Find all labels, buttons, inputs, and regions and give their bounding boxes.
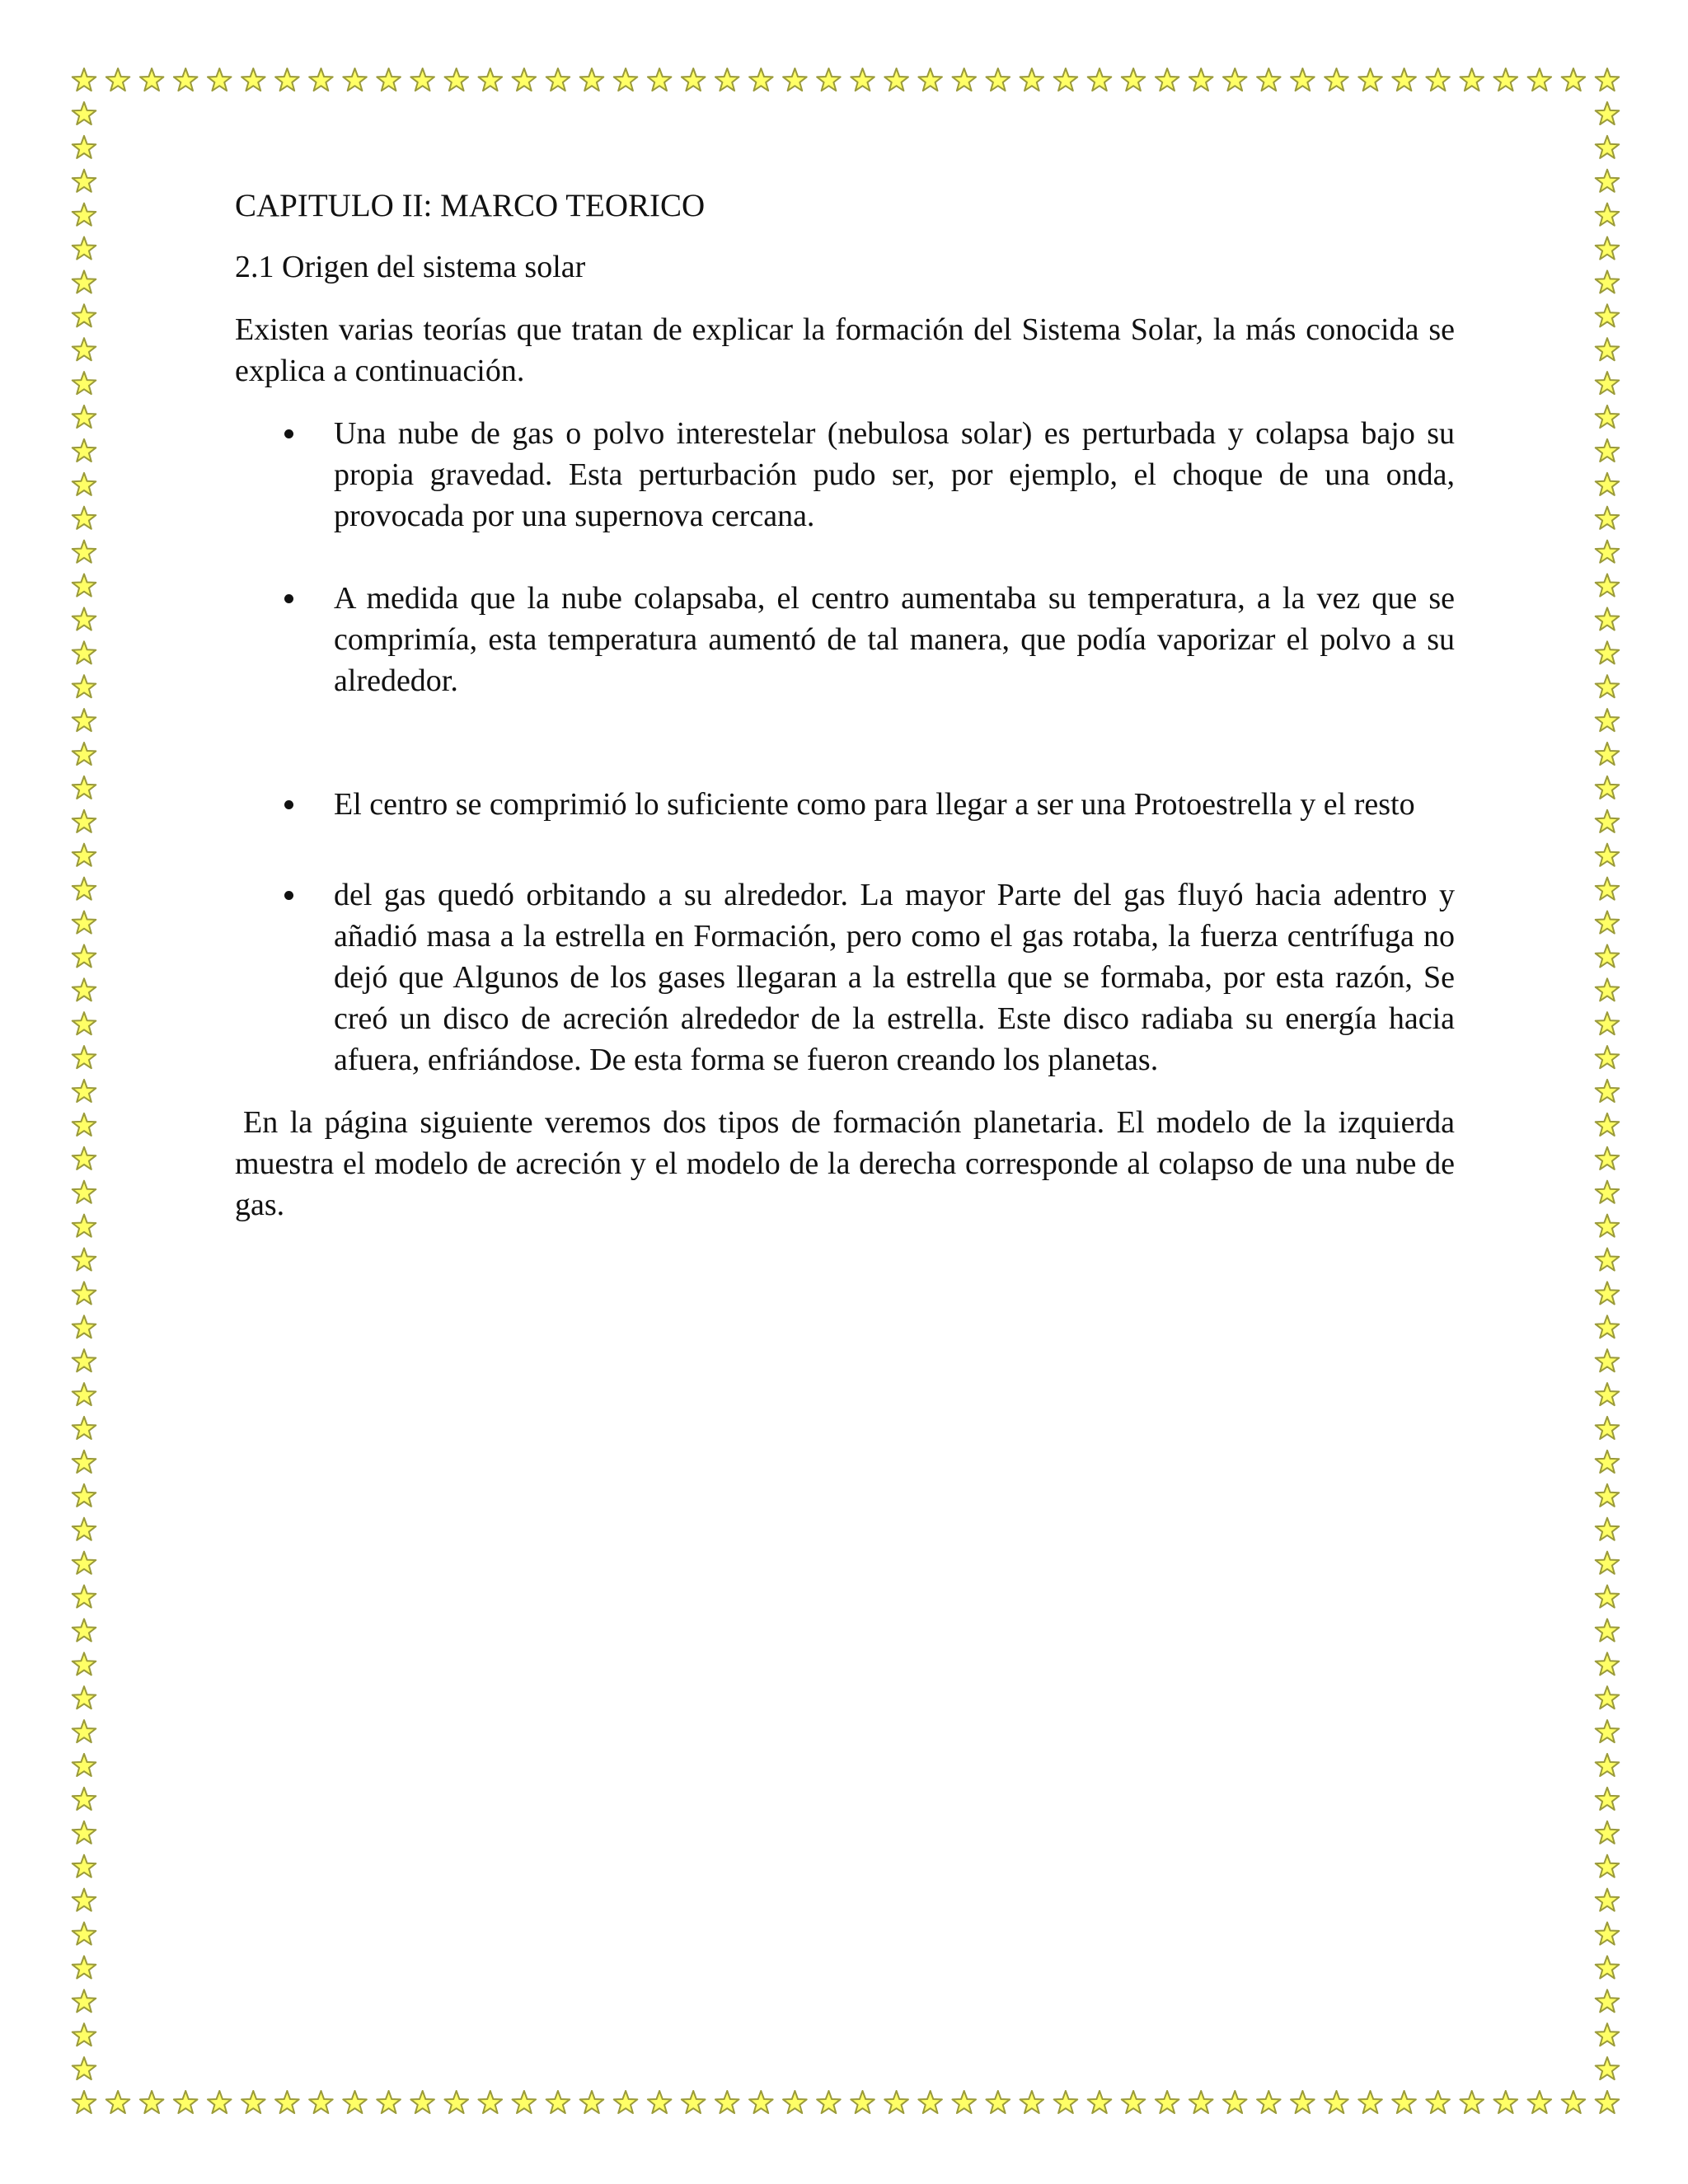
star-icon <box>1596 978 1620 1001</box>
star-icon <box>445 68 469 91</box>
star-icon <box>682 2091 706 2113</box>
star-icon <box>648 2091 672 2113</box>
star-icon <box>73 304 96 326</box>
star-icon <box>987 2091 1010 2113</box>
star-icon <box>377 68 401 91</box>
star-icon <box>918 68 942 91</box>
star-icon <box>73 102 96 124</box>
star-icon <box>73 1720 96 1742</box>
star-icon <box>1223 2091 1247 2113</box>
star-icon <box>73 2057 96 2079</box>
star-icon <box>513 2091 537 2113</box>
star-icon <box>1596 1451 1620 1473</box>
star-icon <box>1596 1889 1620 1911</box>
star-icon <box>1596 1652 1620 1675</box>
star-icon <box>1392 2091 1416 2113</box>
star-icon <box>1461 2091 1484 2113</box>
star-icon <box>73 2091 96 2113</box>
star-icon <box>851 2091 874 2113</box>
star-icon <box>749 68 773 91</box>
list-item <box>235 874 1455 1080</box>
star-icon <box>1596 1080 1620 1102</box>
star-icon <box>309 2091 333 2113</box>
star-icon <box>1596 675 1620 697</box>
star-icon <box>73 68 96 91</box>
star-icon <box>73 507 96 529</box>
star-icon <box>1596 1855 1620 1877</box>
star-icon <box>1392 68 1416 91</box>
star-icon <box>73 776 96 799</box>
star-icon <box>1156 2091 1179 2113</box>
star-icon <box>73 1821 96 1844</box>
star-icon <box>1596 944 1620 967</box>
star-icon <box>1596 1821 1620 1844</box>
star-icon <box>1596 2057 1620 2079</box>
intro-paragraph: Existen varias teorías que tratan de explicar la formación del Sistema Solar, la más conocida se explica a continuación. <box>235 312 1455 388</box>
star-icon <box>1596 607 1620 630</box>
star-icon <box>174 2091 198 2113</box>
star-icon <box>73 541 96 563</box>
star-icon <box>1358 68 1382 91</box>
list-item <box>235 578 1455 701</box>
star-icon <box>73 1417 96 1439</box>
star-icon <box>410 68 434 91</box>
star-icon <box>1596 204 1620 226</box>
star-icon <box>1596 1046 1620 1068</box>
star-icon <box>1596 304 1620 326</box>
star-icon <box>1189 68 1213 91</box>
bullet-icon <box>284 891 293 900</box>
star-icon <box>343 2091 367 2113</box>
star-icon <box>546 68 570 91</box>
star-icon <box>1596 844 1620 866</box>
star-icon <box>1596 1586 1620 1608</box>
star-icon <box>73 1754 96 1776</box>
star-icon <box>73 675 96 697</box>
star-icon <box>953 2091 977 2113</box>
star-icon <box>275 2091 299 2113</box>
star-icon <box>208 68 232 91</box>
star-icon <box>73 237 96 260</box>
star-icon <box>580 2091 604 2113</box>
star-icon <box>73 1652 96 1675</box>
star-icon <box>73 136 96 158</box>
star-icon <box>715 2091 739 2113</box>
star-icon <box>1596 1720 1620 1742</box>
star-icon <box>73 204 96 226</box>
star-icon <box>241 2091 265 2113</box>
star-icon <box>1596 1956 1620 1978</box>
star-icon <box>73 1046 96 1068</box>
star-icon <box>1291 2091 1315 2113</box>
star-icon <box>1223 68 1247 91</box>
star-icon <box>73 1686 96 1708</box>
star-icon <box>73 1012 96 1034</box>
star-icon <box>1596 1315 1620 1338</box>
star-icon <box>1596 810 1620 832</box>
star-icon <box>851 68 874 91</box>
star-icon <box>1596 372 1620 394</box>
star-icon <box>1325 2091 1348 2113</box>
star-icon <box>73 709 96 731</box>
star-icon <box>1596 541 1620 563</box>
star-icon <box>73 574 96 597</box>
star-icon <box>73 439 96 462</box>
star-icon <box>106 68 130 91</box>
star-icon <box>1562 68 1586 91</box>
list-item <box>235 784 1455 825</box>
star-icon <box>1596 1282 1620 1304</box>
star-icon <box>1494 68 1518 91</box>
star-icon <box>1596 68 1620 91</box>
star-icon <box>275 68 299 91</box>
star-icon <box>817 68 841 91</box>
star-icon <box>1257 2091 1281 2113</box>
star-icon <box>73 1855 96 1877</box>
star-icon <box>73 1619 96 1641</box>
star-icon <box>1596 237 1620 260</box>
star-icon <box>1257 68 1281 91</box>
star-icon <box>73 810 96 832</box>
star-icon <box>73 1249 96 1271</box>
star-icon <box>1596 1417 1620 1439</box>
star-icon <box>1596 1518 1620 1540</box>
star-icon <box>1596 1923 1620 1945</box>
star-icon <box>1596 1249 1620 1271</box>
star-icon <box>1528 68 1552 91</box>
star-icon <box>73 944 96 967</box>
star-icon <box>1088 68 1112 91</box>
star-icon <box>715 68 739 91</box>
star-icon <box>106 2091 130 2113</box>
star-icon <box>1596 1990 1620 2012</box>
list-item-text: A medida que la nube colapsaba, el centro aumentaba su temperatura, a la vez que se comprimía, esta temperatura aumentó de tal manera, que podía vaporizar el polvo a su alrededor. <box>334 581 1455 698</box>
star-icon <box>1122 2091 1146 2113</box>
star-icon <box>1122 68 1146 91</box>
star-icon <box>1596 405 1620 428</box>
star-icon <box>73 372 96 394</box>
star-icon <box>1596 1383 1620 1405</box>
star-icon <box>1596 1349 1620 1371</box>
star-icon <box>1494 2091 1518 2113</box>
star-icon <box>884 68 908 91</box>
star-icon <box>73 270 96 293</box>
star-icon <box>1562 2091 1586 2113</box>
star-icon <box>1426 2091 1450 2113</box>
star-icon <box>1596 574 1620 597</box>
star-icon <box>1596 2091 1620 2113</box>
bullet-icon <box>284 429 293 438</box>
chapter-heading: CAPITULO II: MARCO TEORICO <box>235 188 706 223</box>
star-icon <box>783 68 807 91</box>
closing-paragraph: En la página siguiente veremos dos tipos de formación planetaria. El modelo de la izquierda muestra el modelo de acreción y el modelo de la derecha corresponde al colapso de una nube de gas. <box>235 1105 1455 1222</box>
star-icon <box>73 1215 96 1237</box>
star-icon <box>1325 68 1348 91</box>
star-icon <box>73 1383 96 1405</box>
list-item-text: Una nube de gas o polvo interestelar (nebulosa solar) es perturbada y colapsa bajo su propia gravedad. Esta perturbación pudo ser, por ejemplo, el choque de una onda, provocada por una supernova cercana. <box>334 416 1455 533</box>
star-icon <box>614 2091 638 2113</box>
star-icon <box>73 1113 96 1136</box>
star-icon <box>73 405 96 428</box>
star-icon <box>73 1315 96 1338</box>
star-icon <box>73 641 96 663</box>
star-icon <box>1596 1113 1620 1136</box>
star-icon <box>1596 878 1620 900</box>
bullet-icon <box>284 594 293 603</box>
star-icon <box>1596 473 1620 495</box>
star-icon <box>1596 1619 1620 1641</box>
star-icon <box>682 68 706 91</box>
star-icon <box>1596 1788 1620 1810</box>
star-icon <box>1596 641 1620 663</box>
star-icon <box>73 473 96 495</box>
star-icon <box>648 68 672 91</box>
section-heading: 2.1 Origen del sistema solar <box>235 250 586 284</box>
star-icon <box>410 2091 434 2113</box>
star-icon <box>1426 68 1450 91</box>
star-icon <box>1088 2091 1112 2113</box>
star-icon <box>1596 1552 1620 1574</box>
list-item <box>235 413 1455 537</box>
star-icon <box>953 68 977 91</box>
star-icon <box>1596 709 1620 731</box>
star-icon <box>241 68 265 91</box>
star-icon <box>817 2091 841 2113</box>
star-icon <box>1596 1484 1620 1507</box>
star-icon <box>1596 1012 1620 1034</box>
star-icon <box>1596 1215 1620 1237</box>
page-content <box>235 185 1455 1247</box>
star-icon <box>73 743 96 765</box>
star-icon <box>1596 776 1620 799</box>
star-icon <box>174 68 198 91</box>
star-icon <box>1054 2091 1078 2113</box>
star-icon <box>73 1923 96 1945</box>
bullet-list <box>235 413 1455 1080</box>
star-icon <box>73 978 96 1001</box>
star-icon <box>73 1552 96 1574</box>
star-icon <box>783 2091 807 2113</box>
star-icon <box>309 68 333 91</box>
star-icon <box>140 68 164 91</box>
star-icon <box>1596 1181 1620 1203</box>
star-icon <box>73 1586 96 1608</box>
star-icon <box>1596 507 1620 529</box>
star-icon <box>479 2091 503 2113</box>
star-icon <box>987 68 1010 91</box>
star-icon <box>73 1147 96 1169</box>
star-icon <box>1291 68 1315 91</box>
star-icon <box>1528 2091 1552 2113</box>
star-icon <box>73 1349 96 1371</box>
star-icon <box>73 1181 96 1203</box>
bullet-icon <box>284 800 293 809</box>
star-icon <box>140 2091 164 2113</box>
star-icon <box>1596 1686 1620 1708</box>
star-icon <box>1596 912 1620 934</box>
star-icon <box>208 2091 232 2113</box>
star-icon <box>73 844 96 866</box>
star-icon <box>73 1484 96 1507</box>
star-icon <box>1358 2091 1382 2113</box>
star-icon <box>1596 743 1620 765</box>
star-icon <box>73 1451 96 1473</box>
star-icon <box>1020 2091 1044 2113</box>
star-icon <box>73 878 96 900</box>
star-icon <box>918 2091 942 2113</box>
list-item-text: del gas quedó orbitando a su alrededor. La mayor Parte del gas fluyó hacia adentro y añadió masa a la estrella en Formación, pero como el gas rotaba, la fuerza centrífuga no dejó que Algunos de los gases llegaran a la estrella que se formaba, por esta razón, Se creó un disco de acreción alrededor de la estrella. Este disco radiaba su energía hacia afuera, enfriándose. De esta forma se fueron creando los planetas. <box>334 878 1455 1077</box>
star-icon <box>1020 68 1044 91</box>
star-icon <box>73 912 96 934</box>
star-icon <box>749 2091 773 2113</box>
star-icon <box>513 68 537 91</box>
star-icon <box>1596 170 1620 192</box>
star-icon <box>1596 1147 1620 1169</box>
list-item-text: El centro se comprimió lo suficiente como para llegar a ser una Protoestrella y el resto <box>334 787 1415 822</box>
star-icon <box>1596 338 1620 360</box>
star-icon <box>1189 2091 1213 2113</box>
star-icon <box>1596 270 1620 293</box>
star-icon <box>73 1080 96 1102</box>
star-icon <box>1596 136 1620 158</box>
star-icon <box>73 1788 96 1810</box>
star-icon <box>1461 68 1484 91</box>
star-icon <box>1596 2023 1620 2046</box>
star-icon <box>884 2091 908 2113</box>
star-icon <box>73 1889 96 1911</box>
star-icon <box>580 68 604 91</box>
star-icon <box>73 338 96 360</box>
star-icon <box>73 170 96 192</box>
star-icon <box>1054 68 1078 91</box>
star-icon <box>445 2091 469 2113</box>
star-icon <box>1596 102 1620 124</box>
star-icon <box>73 1518 96 1540</box>
star-icon <box>73 1956 96 1978</box>
star-icon <box>1596 439 1620 462</box>
star-icon <box>73 1990 96 2012</box>
star-icon <box>73 2023 96 2046</box>
star-icon <box>73 1282 96 1304</box>
star-icon <box>614 68 638 91</box>
star-icon <box>73 607 96 630</box>
star-icon <box>377 2091 401 2113</box>
star-icon <box>546 2091 570 2113</box>
star-icon <box>479 68 503 91</box>
star-icon <box>1156 68 1179 91</box>
star-icon <box>1596 1754 1620 1776</box>
star-icon <box>343 68 367 91</box>
